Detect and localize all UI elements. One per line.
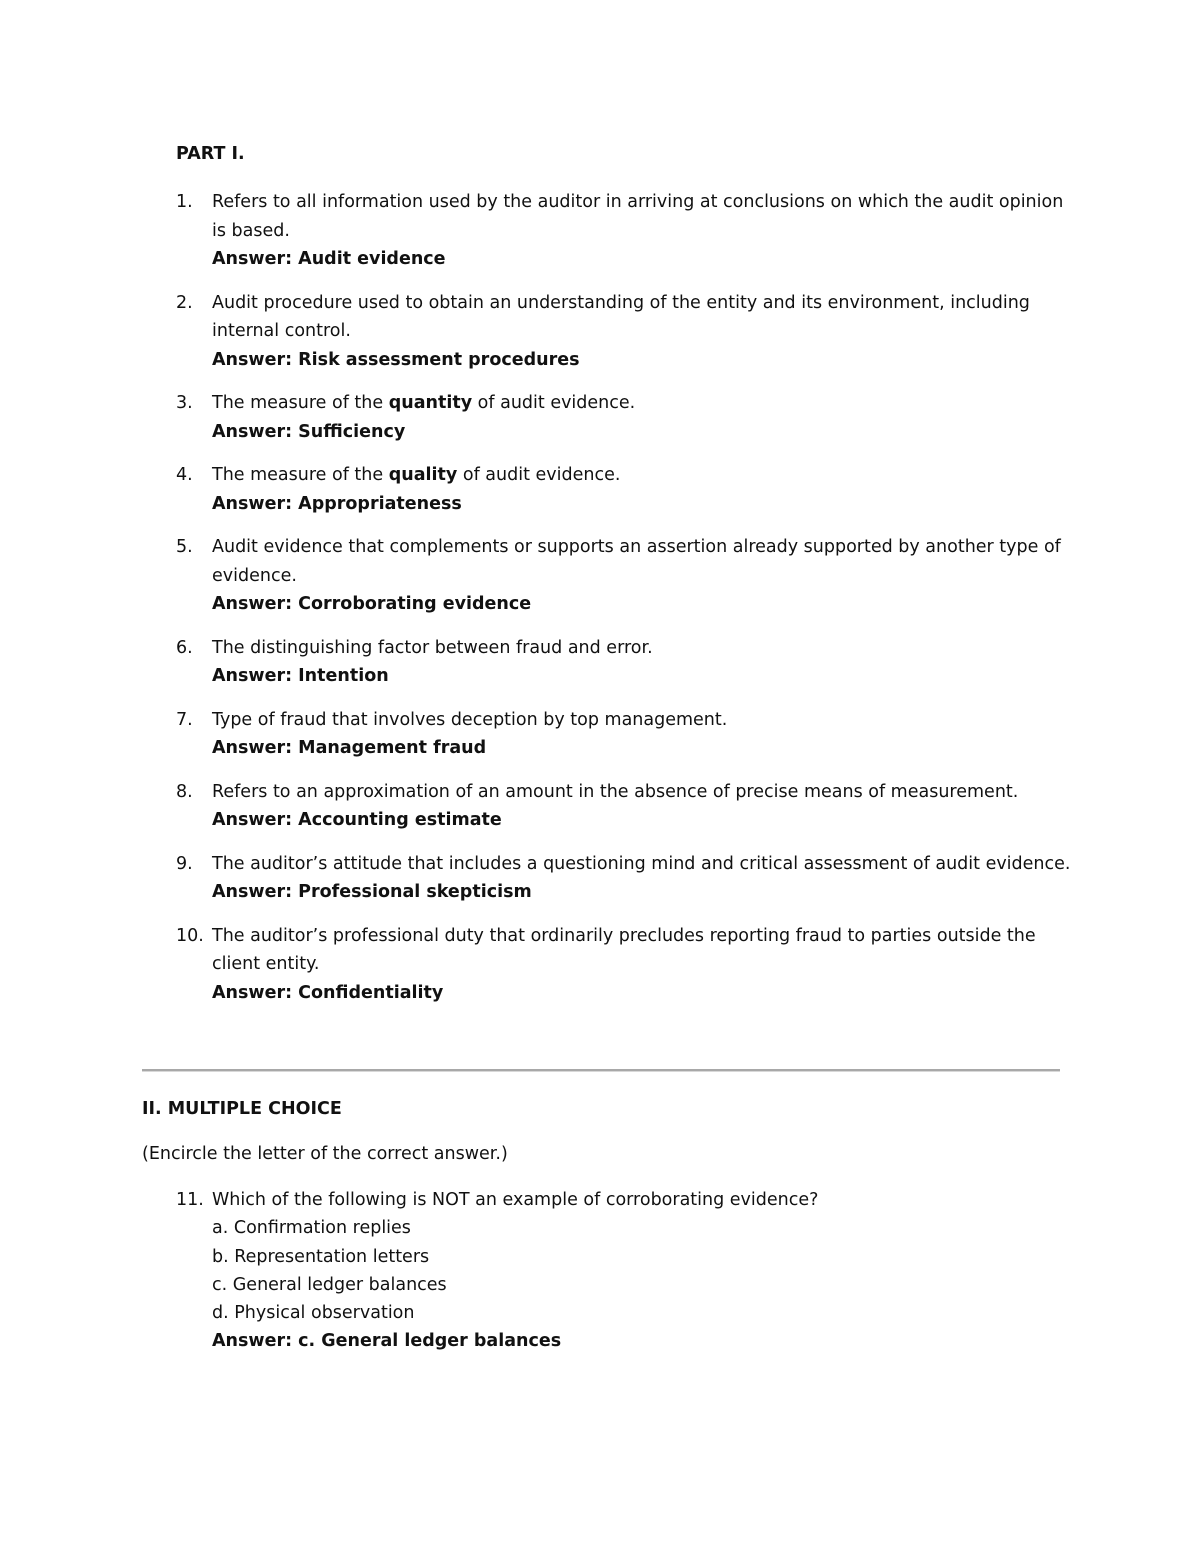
- question-number: 6.: [176, 637, 193, 658]
- answer-text: Answer: Appropriateness: [212, 493, 462, 514]
- question-number: 3.: [176, 393, 193, 413]
- question-item: [0, 778, 1200, 835]
- question-text: Refers to all information used by the auditor in arriving at conclusions on which the audit opinion is based.: [212, 192, 1064, 241]
- question-item: [0, 706, 1200, 763]
- question-item: [0, 188, 1200, 274]
- question-number: 10.: [176, 925, 204, 946]
- multiple-choice-question: [0, 1186, 1200, 1356]
- question-text: The distinguishing factor between fraud and error.: [212, 637, 653, 658]
- question-number: 8.: [176, 781, 193, 802]
- question-body: [212, 1186, 1072, 1356]
- question-number: 1.: [176, 192, 193, 212]
- part1-heading: PART I.: [176, 144, 245, 164]
- question-item: [0, 289, 1200, 375]
- question-body: [212, 533, 1072, 619]
- question-text: [212, 389, 1072, 418]
- question-text: Audit procedure used to obtain an understanding of the entity and its environment, including internal control.: [212, 292, 1030, 341]
- question-number: 5.: [176, 537, 193, 557]
- question-number: 4.: [176, 465, 193, 485]
- answer-text: Answer: Intention: [212, 666, 389, 686]
- question-body: [212, 634, 1072, 691]
- question-number: 2.: [176, 292, 193, 313]
- question-item: [0, 461, 1200, 518]
- instruction-text: (Encircle the letter of the correct answer.): [142, 1144, 508, 1164]
- answer-text: Answer: Sufficiency: [212, 421, 406, 442]
- question-item: [0, 533, 1200, 619]
- question-body: [212, 389, 1072, 446]
- part2-heading: II. MULTIPLE CHOICE: [142, 1099, 342, 1119]
- question-item: [0, 922, 1200, 1008]
- question-text-after: of audit evidence.: [472, 393, 636, 413]
- option-a: a. Confirmation replies: [212, 1218, 411, 1239]
- question-body: [212, 778, 1072, 835]
- answer-text: Answer: Corroborating evidence: [212, 594, 532, 614]
- answer-text: Answer: Confidentiality: [212, 982, 444, 1003]
- question-text-before: The measure of the: [212, 393, 389, 413]
- question-text-emphasis: quantity: [388, 393, 473, 413]
- question-text: The auditor’s attitude that includes a questioning mind and critical assessment of audit evidence.: [212, 853, 1071, 874]
- answer-text: Answer: Audit evidence: [212, 249, 446, 269]
- question-text: Which of the following is NOT an example of corroborating evidence?: [212, 1190, 819, 1210]
- option-b: b. Representation letters: [212, 1246, 430, 1267]
- answer-text: Answer: c. General ledger balances: [212, 1331, 562, 1352]
- answer-text: Answer: Accounting estimate: [212, 810, 502, 830]
- question-number: 7.: [176, 709, 193, 730]
- answer-text: Answer: Management fraud: [212, 738, 487, 758]
- question-body: [212, 850, 1072, 907]
- question-text-before: The measure of the: [212, 465, 389, 485]
- question-text: The auditor’s professional duty that ordinarily precludes reporting fraud to parties outside the client entity.: [212, 925, 1036, 974]
- question-item: [0, 634, 1200, 691]
- question-item: [0, 389, 1200, 446]
- question-text-emphasis: quality: [388, 465, 458, 485]
- question-body: [212, 706, 1072, 763]
- question-text-after: of audit evidence.: [457, 465, 621, 485]
- option-c: c. General ledger balances: [212, 1274, 447, 1295]
- question-number: 9.: [176, 853, 193, 874]
- question-body: [212, 188, 1072, 274]
- question-body: [212, 289, 1072, 375]
- question-number: 11.: [176, 1190, 204, 1210]
- question-text: Refers to an approximation of an amount in the absence of precise means of measurement.: [212, 781, 1019, 802]
- option-d: d. Physical observation: [212, 1303, 415, 1324]
- question-text: Audit evidence that complements or supports an assertion already supported by another type of evidence.: [212, 537, 1061, 586]
- answer-text: Answer: Risk assessment procedures: [212, 349, 580, 370]
- answer-text: Answer: Professional skepticism: [212, 882, 532, 902]
- question-text: Type of fraud that involves deception by top management.: [212, 709, 728, 730]
- question-item: [0, 850, 1200, 907]
- question-body: [212, 461, 1072, 518]
- part1-question-list: [0, 188, 1200, 1022]
- question-body: [212, 922, 1072, 1008]
- question-text: [212, 461, 1072, 490]
- section-divider: [142, 1069, 1060, 1072]
